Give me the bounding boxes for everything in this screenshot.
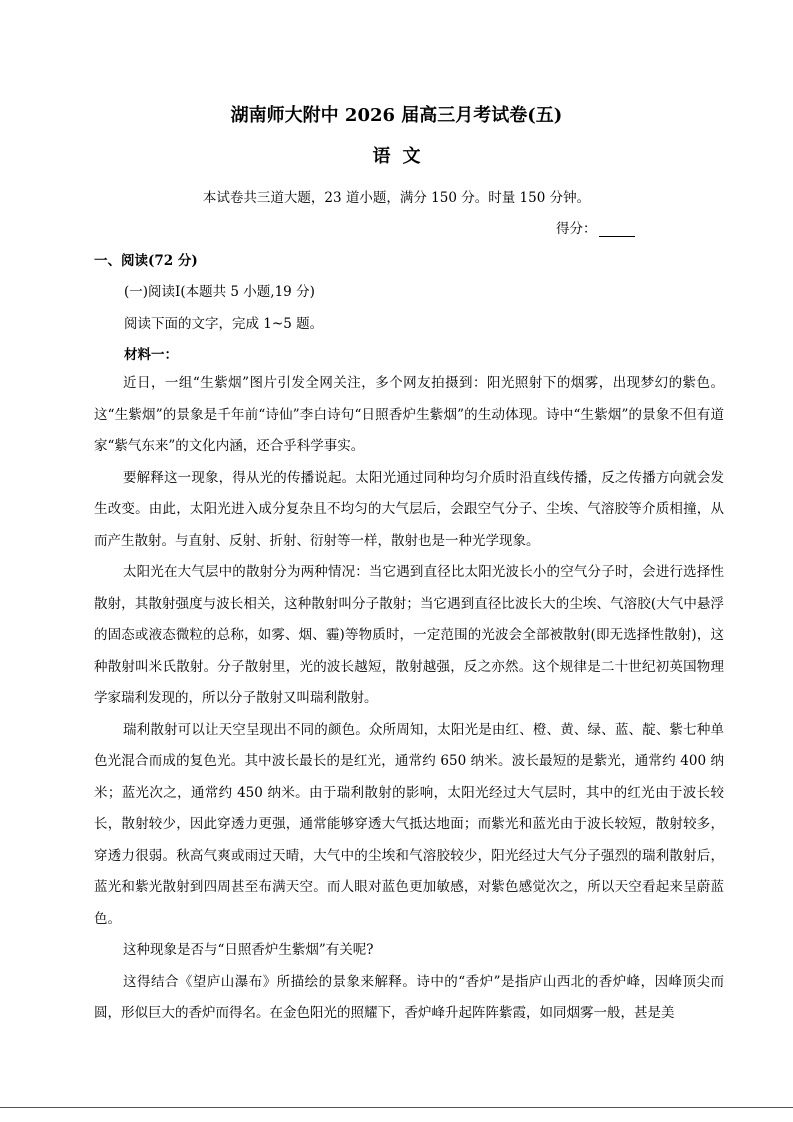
sub-section-heading: (一)阅读Ⅰ(本题共 5 小题,19 分)	[124, 284, 315, 300]
material-label: 材料一：	[124, 347, 178, 363]
exam-intro: 本试卷共三道大题，23 道小题，满分 150 分。时量 150 分钟。	[202, 190, 591, 206]
paragraph: 这种现象是否与“日照香炉生紫烟”有关呢?	[123, 942, 374, 958]
page-bottom-rule	[0, 1107, 793, 1108]
score-blank[interactable]	[599, 221, 635, 237]
score-label: 得分：	[556, 221, 597, 237]
paragraph: 要解释这一现象，得从光的传播说起。太阳光通过同种均匀介质时沿直线传播，反之传播方向就会发生改变。由此，太阳光进入成分复杂且不均匀的大气层后，会跟空气分子、尘埃、气溶胶等介质相撞，从而产生散射。与直射、反射、折射、衍射等一样，散射也是一种光学现象。	[94, 469, 724, 549]
paragraph: 近日，一组“生紫烟”图片引发全网关注，多个网友拍摄到：阳光照射下的烟雾，出现梦幻的紫色。这“生紫烟”的景象是千年前“诗仙”李白诗句“日照香炉生紫烟”的生动体现。诗中“生紫烟”的景象不但有道家“紫气东来”的文化内涵，还合乎科学事实。	[94, 375, 724, 454]
subject-title: 语文	[372, 146, 433, 167]
score-field	[556, 217, 635, 237]
paragraph: 这得结合《望庐山瀑布》所描绘的景象来解释。诗中的“香炉”是指庐山西北的香炉峰，因峰顶尖而圆，形似巨大的香炉而得名。在金色阳光的照耀下，香炉峰升起阵阵紫霞，如同烟雾一般，甚是美	[94, 973, 724, 1021]
reading-instruction: 阅读下面的文字，完成 1~5 题。	[124, 316, 324, 332]
paragraph: 瑞利散射可以让天空呈现出不同的颜色。众所周知，太阳光是由红、橙、黄、绿、蓝、靛、紫七种单色光混合而成的复色光。其中波长最长的是红光，通常约 650 纳米。波长最短的是紫光，通常约 400 纳米；蓝光次之，通常约 450 纳米。由于瑞利散射的影响，太阳光经过大气层时，其中的红光由于波长较长，散射较少，因此穿透力更强，通常能够穿透大气抵达地面；而紫光和蓝光由于波长较短，散射较多，穿透力很弱。秋高气爽或雨过天晴，大气中的尘埃和气溶胶较少，阳光经过大气分子强烈的瑞利散射后，蓝光和紫光散射到四周甚至布满天空。而人眼对蓝色更加敏感，对紫色感觉次之，所以天空看起来呈蔚蓝色。	[94, 721, 724, 927]
reading-passage	[94, 368, 724, 1030]
paragraph: 太阳光在大气层中的散射分为两种情况：当它遇到直径比太阳光波长小的空气分子时，会进行选择性散射，其散射强度与波长相关，这种散射叫分子散射；当它遇到直径比波长大的尘埃、气溶胶(大气中悬浮的固态或液态微粒的总称，如雾、烟、霾)等物质时，一定范围的光波会全部被散射(即无选择性散射)，这种散射叫米氏散射。分子散射里，光的波长越短，散射越强，反之亦然。这个规律是二十世纪初英国物理学家瑞利发现的，所以分子散射又叫瑞利散射。	[94, 564, 724, 706]
section-heading: 一、阅读(72 分)	[94, 253, 198, 269]
exam-title: 湖南师大附中 2026 届高三月考试卷(五)	[230, 105, 563, 126]
